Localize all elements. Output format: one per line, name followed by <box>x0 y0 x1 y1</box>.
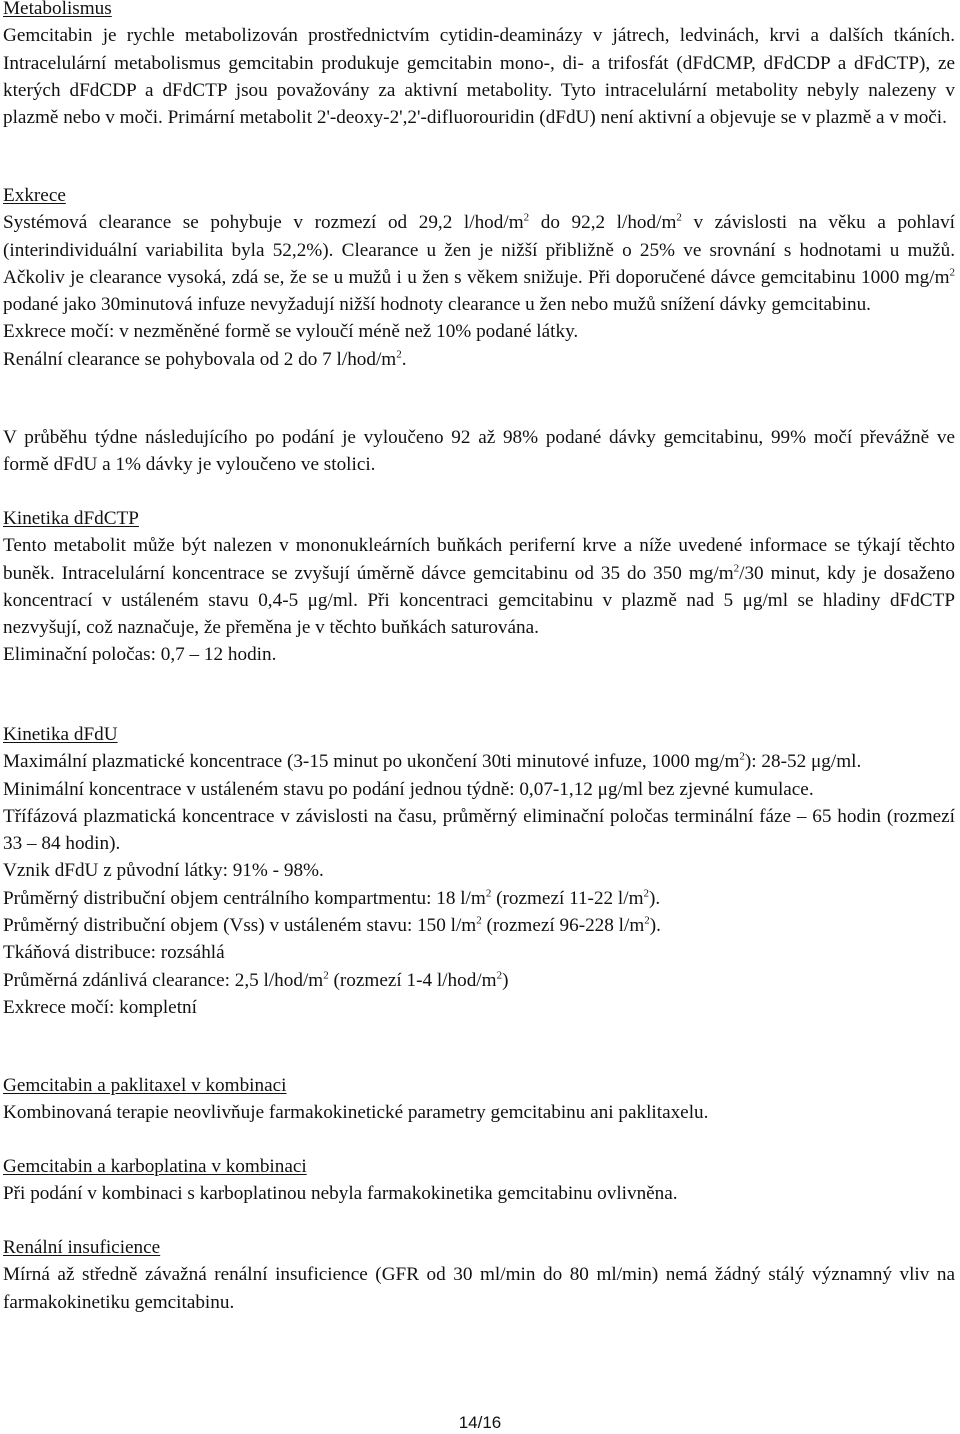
section-heading: Gemcitabin a karboplatina v kombinaci <box>3 1156 307 1177</box>
paragraph: Maximální plazmatické koncentrace (3-15 minut po ukončení 30ti minutové infuze, 1000 $mg/m^2$): 28-52 μg/ml. <box>3 750 862 773</box>
paragraph: Exkrece močí: v nezměněné formě se vyloučí méně než 10% podané látky. <box>3 321 579 343</box>
paragraph: Eliminační poločas: 0,7 – 12 hodin. <box>3 644 277 666</box>
paragraph: Exkrece močí: kompletní <box>3 996 197 1018</box>
section-excretion <box>3 182 955 373</box>
page-number: 14/16 <box>458 1413 502 1432</box>
section-excretion-summary <box>3 424 955 479</box>
paragraph: Průměrná zdánlivá clearance: 2,5 $l/hod/m^2$ (rozmezí 1-4 $l/hod/m^2$) <box>3 969 509 991</box>
section-heading: Exkrece <box>3 185 66 206</box>
section-heading: Metabolismus <box>3 0 112 19</box>
section-heading: Gemcitabin a paklitaxel v kombinaci <box>3 1075 287 1096</box>
paragraph: Kombinovaná terapie neovlivňuje farmakokinetické parametry gemcitabinu ani paklitaxelu. <box>3 1102 709 1124</box>
paragraph: Třífázová plazmatická koncentrace v závislosti na času, průměrný eliminační poločas terminální fáze – 65 hodin (rozmezí 33 – 84 hodin). <box>3 805 955 855</box>
paragraph: Tento metabolit může být nalezen v mononukleárních buňkách periferní krve a níže uvedené informace se týkají těchto buněk. Intracelulární koncentrace se zvyšují úměrně dávce gemcitabinu od 35 do 350 $mg/m^2/30$ minut, kdy je dosaženo koncentrací v ustáleném stavu 0,4-5 μg/ml. Při koncentraci gemcitabinu v plazmě nad 5 μg/ml se hladiny dFdCTP nezvyšují, což naznačuje, že přeměna je v těchto buňkách saturována. <box>3 535 955 639</box>
section-metabolism <box>3 0 955 131</box>
paragraph: Systémová clearance se pohybuje v rozmezí od 29,2 $l/hod/m^2$ do 92,2 $l/hod/m^2$ v závislosti na věku a pohlaví (interindividuální variabilita byla 52,2%). Clearance u žen je nižší přibližně o 25% ve srovnání s hodnotami u mužů. Ačkoliv je clearance vysoká, zdá se, že se u mužů i u žen s věkem snižuje. Při doporučené dávce gemcitabinu 1000 $mg/m^2$ podané jako 30minutová infuze nevyžadují nižší hodnoty clearance u žen nebo mužů snížení dávky gemcitabinu. <box>3 211 955 316</box>
section-heading: Renální insuficience <box>3 1237 161 1258</box>
paragraph: Při podání v kombinaci s karboplatinou nebyla farmakokinetika gemcitabinu ovlivněna. <box>3 1183 678 1205</box>
paragraph: Gemcitabin je rychle metabolizován prostřednictvím cytidin-deaminázy v játrech, ledvinách, krvi a dalších tkáních. Intracelulární metabolismus gemcitabin produkuje gemcitabin mono-, di- a trifosfát (dFdCMP, dFdCDP a dFdCTP), ze kterých dFdCDP a dFdCTP jsou považovány za aktivní metabolity. Tyto intracelulární metabolity nebyly nalezeny v plazmě nebo v moči. Primární metabolit 2'-deoxy-2',2'-difluorouridin (dFdU) není aktivní a objevuje se v plazmě a v moči. <box>3 25 955 129</box>
paragraph: Minimální koncentrace v ustáleném stavu po podání jednou týdně: 0,07-1,12 μg/ml bez zjevné kumulace. <box>3 778 814 800</box>
section-kinetics-dfdu <box>3 721 955 1021</box>
section-gemcitabine-paclitaxel <box>3 1072 955 1127</box>
section-kinetics-dfdctp <box>3 505 955 669</box>
paragraph: Mírná až středně závažná renální insuficience (GFR od 30 ml/min do 80 ml/min) nemá žádný stálý významný vliv na farmakokinetiku gemcitabinu. <box>3 1264 955 1313</box>
paragraph: Tkáňová distribuce: rozsáhlá <box>3 942 225 964</box>
paragraph: Renální clearance se pohybovala od 2 do 7 $l/hod/m^2$. <box>3 348 407 370</box>
section-renal-insufficiency <box>3 1234 955 1316</box>
paragraph: Průměrný distribuční objem (Vss) v ustáleném stavu: 150 $l/m^2$ (rozmezí 96-228 $l/m^2$). <box>3 914 661 937</box>
paragraph: V průběhu týdne následujícího po podání je vyloučeno 92 až 98% podané dávky gemcitabinu, 99% močí převážně ve formě dFdU a 1% dávky je vyloučeno ve stolici. <box>3 427 955 476</box>
section-heading: Kinetika dFdCTP <box>3 508 139 529</box>
paragraph: Průměrný distribuční objem centrálního kompartmentu: 18 $l/m^2$ (rozmezí 11-22 $l/m^2$). <box>3 887 661 909</box>
section-heading: Kinetika dFdU <box>3 724 118 745</box>
paragraph: Vznik dFdU z původní látky: 91% - 98%. <box>3 860 324 882</box>
section-gemcitabine-carboplatin <box>3 1153 955 1208</box>
